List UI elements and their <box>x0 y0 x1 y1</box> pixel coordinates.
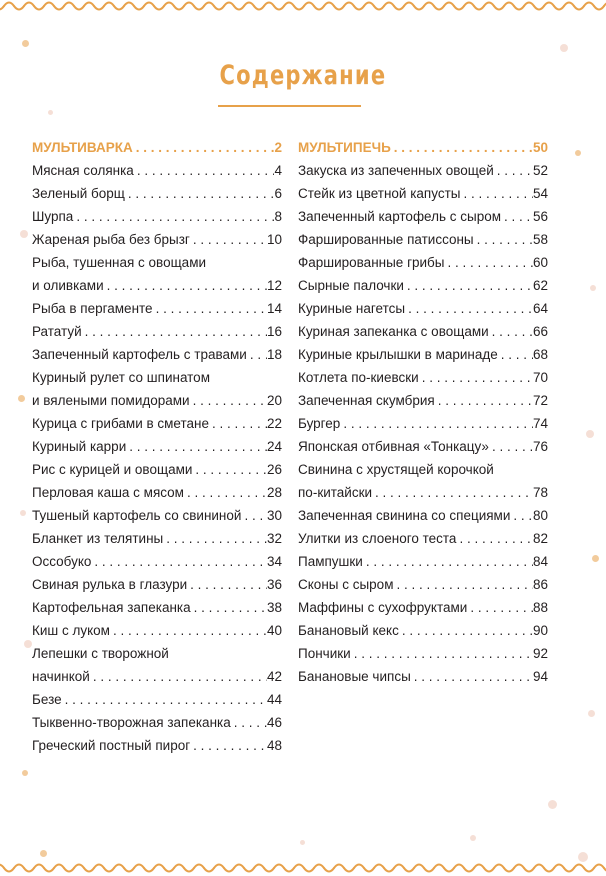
toc-entry[interactable] <box>298 435 548 458</box>
toc-entry-page: 72 <box>532 393 548 408</box>
toc-entry-title: начинкой <box>32 669 90 684</box>
section-page: 50 <box>532 140 548 155</box>
toc-entry-title: Стейк из цветной капусты <box>298 186 461 201</box>
toc-entry-page: 6 <box>274 186 282 201</box>
dot-leader <box>393 573 532 596</box>
toc-entry[interactable] <box>32 366 282 412</box>
toc-entry-page: 24 <box>266 439 282 454</box>
toc-section-multioven[interactable] <box>298 136 548 159</box>
confetti-dot <box>22 770 28 776</box>
toc-entry[interactable] <box>298 297 548 320</box>
page-header <box>0 60 606 95</box>
toc-entry[interactable] <box>298 251 548 274</box>
dot-leader <box>82 320 267 343</box>
dot-leader <box>467 596 533 619</box>
toc-entry-title: Бургер <box>298 416 341 431</box>
toc-entry-title: Закуска из запеченных овощей <box>298 163 494 178</box>
confetti-dot <box>586 430 594 438</box>
confetti-dot <box>20 230 28 238</box>
toc-entry-title: Жареная рыба без брызг <box>32 232 190 247</box>
toc-entry-page: 52 <box>532 163 548 178</box>
toc-entry[interactable] <box>32 527 282 550</box>
toc-entry-page: 34 <box>266 554 282 569</box>
section-page: 2 <box>274 140 282 155</box>
toc-entry-title: Запеченный картофель с сыром <box>298 209 502 224</box>
toc-entry[interactable] <box>298 504 548 527</box>
toc-entry-title: Греческий постный пирог <box>32 738 191 753</box>
toc-entry[interactable] <box>32 734 282 757</box>
confetti-dot <box>40 850 47 857</box>
toc-entry-title: Куриные крылышки в маринаде <box>298 347 498 362</box>
toc-entry-title: Рататуй <box>32 324 82 339</box>
leaf-garland-bottom <box>0 858 606 876</box>
confetti-dot <box>548 800 557 809</box>
toc-entry-title: Улитки из слоеного теста <box>298 531 457 546</box>
section-title: МУЛЬТИВАРКА <box>32 140 133 155</box>
toc-entry-title: Картофельная запеканка <box>32 600 191 615</box>
toc-entry-page: 20 <box>266 393 282 408</box>
toc-entry[interactable] <box>32 619 282 642</box>
toc-entry-page: 80 <box>532 508 548 523</box>
dot-leader <box>110 619 267 642</box>
toc-entry-title: Куриная запеканка с овощами <box>298 324 489 339</box>
toc-entry[interactable] <box>32 642 282 688</box>
toc-entry-page: 36 <box>266 577 282 592</box>
toc-entry-page: 26 <box>266 462 282 477</box>
dot-leader <box>190 228 267 251</box>
dot-leader <box>340 412 533 435</box>
toc-entry-title: Котлета по-киевски <box>298 370 419 385</box>
top-ornament-border <box>0 0 606 18</box>
toc-entry[interactable] <box>32 251 282 297</box>
dot-leader <box>184 481 267 504</box>
toc-entry-page: 42 <box>266 669 282 684</box>
dot-leader <box>133 136 275 159</box>
toc-entry[interactable] <box>32 504 282 527</box>
dot-leader <box>73 205 274 228</box>
confetti-dot <box>24 640 32 648</box>
dot-leader <box>241 504 267 527</box>
toc-entry-title: и оливками <box>32 278 104 293</box>
toc-entry-title: Пампушки <box>298 554 363 569</box>
dot-leader <box>134 159 275 182</box>
toc-entry-page: 40 <box>266 623 282 638</box>
toc-entry-page: 48 <box>266 738 282 753</box>
confetti-dot <box>20 510 26 516</box>
toc-entry-title: Куриные нагетсы <box>298 301 406 316</box>
toc-entry-title: Оссобуко <box>32 554 92 569</box>
dot-leader <box>435 389 533 412</box>
toc-entry[interactable] <box>298 182 548 205</box>
dot-leader <box>192 458 267 481</box>
toc-entry-page: 84 <box>532 554 548 569</box>
toc-entry-page: 62 <box>532 278 548 293</box>
dot-leader <box>187 573 267 596</box>
toc-entry-page: 30 <box>266 508 282 523</box>
toc-entry-page: 86 <box>532 577 548 592</box>
dot-leader <box>209 412 267 435</box>
dot-leader <box>104 274 267 297</box>
dot-leader <box>399 619 533 642</box>
toc-entry-page: 74 <box>532 416 548 431</box>
toc-entry[interactable] <box>32 205 282 228</box>
toc-entry-page: 44 <box>266 692 282 707</box>
toc-entry[interactable] <box>298 642 548 665</box>
toc-entry-title-line: Рыба, тушенная с овощами <box>32 255 207 270</box>
toc-entry[interactable] <box>32 297 282 320</box>
title-underline <box>218 105 361 107</box>
toc-entry[interactable] <box>298 320 548 343</box>
toc-entry-title: Рыба в пергаменте <box>32 301 153 316</box>
toc-entry-page: 54 <box>532 186 548 201</box>
toc-entry-title: Курица с грибами в сметане <box>32 416 209 431</box>
toc-entry-title: Свиная рулька в глазури <box>32 577 188 592</box>
toc-entry-page: 32 <box>266 531 282 546</box>
toc-entry-title: Шурпа <box>32 209 74 224</box>
dot-leader <box>456 527 533 550</box>
dot-leader <box>489 435 533 458</box>
toc-entry-page: 60 <box>532 255 548 270</box>
toc-entry[interactable] <box>298 366 548 389</box>
toc-entry-title-line: Свинина с хрустящей корочкой <box>298 462 494 477</box>
toc-entry-title: Зеленый борщ <box>32 186 125 201</box>
dot-leader <box>372 481 533 504</box>
toc-entry-page: 78 <box>532 485 548 500</box>
toc-entry-page: 12 <box>266 278 282 293</box>
toc-entry-title: Запеченная свинина со специями <box>298 508 511 523</box>
toc-entry-title: и вялеными помидорами <box>32 393 190 408</box>
toc-entry-page: 16 <box>266 324 282 339</box>
toc-entry-title-line: Лепешки с творожной <box>32 646 169 661</box>
toc-entry-title: Мясная солянка <box>32 163 134 178</box>
dot-leader <box>153 297 267 320</box>
toc-entry-page: 64 <box>532 301 548 316</box>
dot-leader <box>498 343 533 366</box>
dot-leader <box>444 251 532 274</box>
toc-section-multicooker[interactable] <box>32 136 282 159</box>
toc-entry-page: 90 <box>532 623 548 638</box>
page-title: Содержание <box>219 60 387 91</box>
toc-entry[interactable] <box>298 458 548 504</box>
toc-list-right <box>298 159 548 688</box>
toc-entry[interactable] <box>32 343 282 366</box>
toc-entry[interactable] <box>298 389 548 412</box>
toc-entry-title: по-китайски <box>298 485 373 500</box>
toc-entry-page: 76 <box>532 439 548 454</box>
toc-entry[interactable] <box>32 596 282 619</box>
toc-entry[interactable] <box>298 205 548 228</box>
dot-leader <box>474 228 533 251</box>
toc-entry-title: Банановые чипсы <box>298 669 411 684</box>
confetti-dot <box>48 110 53 115</box>
toc-entry-page: 14 <box>266 301 282 316</box>
dot-leader <box>404 274 533 297</box>
confetti-dot <box>560 44 568 52</box>
toc-entry-title: Бланкет из телятины <box>32 531 164 546</box>
toc-entry-page: 10 <box>266 232 282 247</box>
toc-entry[interactable] <box>32 412 282 435</box>
toc-entry-title: Запеченный картофель с травами <box>32 347 247 362</box>
toc-entry[interactable] <box>32 159 282 182</box>
toc-entry-title: Банановый кекс <box>298 623 399 638</box>
dot-leader <box>419 366 533 389</box>
toc-entry-title: Фаршированные патиссоны <box>298 232 474 247</box>
toc-entry-page: 28 <box>266 485 282 500</box>
toc-entry-title: Безе <box>32 692 62 707</box>
toc-entry[interactable] <box>298 665 548 688</box>
confetti-dot <box>575 150 581 156</box>
toc-entry-title: Куриный карри <box>32 439 127 454</box>
dot-leader <box>190 734 267 757</box>
toc-entry[interactable] <box>298 550 548 573</box>
toc-entry-title: Тыквенно-творожная запеканка <box>32 715 231 730</box>
dot-leader <box>91 550 267 573</box>
toc-entry[interactable] <box>298 596 548 619</box>
toc-column-left <box>32 136 282 757</box>
toc-entry-title: Маффины с сухофруктами <box>298 600 468 615</box>
dot-leader <box>163 527 267 550</box>
dot-leader <box>231 711 267 734</box>
dot-leader <box>126 435 267 458</box>
toc-entry[interactable] <box>298 159 548 182</box>
toc-entry-title: Тушеный картофель со свининой <box>32 508 242 523</box>
toc-entry-title: Перловая каша с мясом <box>32 485 184 500</box>
toc-column-right <box>298 136 548 688</box>
toc-entry-title: Пончики <box>298 646 351 661</box>
toc-entry[interactable] <box>298 619 548 642</box>
dot-leader <box>489 320 533 343</box>
toc-entry-title: Рис с курицей и овощами <box>32 462 193 477</box>
toc-entry[interactable] <box>298 527 548 550</box>
toc-entry-page: 92 <box>532 646 548 661</box>
confetti-dot <box>590 285 596 291</box>
dot-leader <box>351 642 533 665</box>
toc-entry-page: 70 <box>532 370 548 385</box>
toc-entry-page: 46 <box>266 715 282 730</box>
dot-leader <box>125 182 275 205</box>
toc-list-left <box>32 159 282 757</box>
dot-leader <box>247 343 267 366</box>
toc-entry[interactable] <box>32 711 282 734</box>
toc-entry[interactable] <box>32 182 282 205</box>
dot-leader <box>391 136 533 159</box>
toc-entry[interactable] <box>32 320 282 343</box>
toc-entry[interactable] <box>32 458 282 481</box>
toc-entry-title: Сконы с сыром <box>298 577 394 592</box>
toc-entry-page: 4 <box>274 163 282 178</box>
toc-entry[interactable] <box>32 573 282 596</box>
toc-entry-page: 18 <box>266 347 282 362</box>
toc-entry-page: 22 <box>266 416 282 431</box>
dot-leader <box>191 596 267 619</box>
toc-entry-title: Запеченная скумбрия <box>298 393 435 408</box>
bottom-ornament-border <box>0 858 606 876</box>
confetti-dot <box>588 710 595 717</box>
toc-entry-page: 66 <box>532 324 548 339</box>
section-title: МУЛЬТИПЕЧЬ <box>298 140 391 155</box>
dot-leader <box>510 504 533 527</box>
toc-entry[interactable] <box>32 550 282 573</box>
dot-leader <box>405 297 533 320</box>
toc-entry-page: 82 <box>532 531 548 546</box>
toc-entry-page: 94 <box>532 669 548 684</box>
confetti-dot <box>18 395 25 402</box>
dot-leader <box>460 182 532 205</box>
toc-entry[interactable] <box>32 228 282 251</box>
toc-entry-title: Фаршированные грибы <box>298 255 445 270</box>
toc-entry-title: Киш с луком <box>32 623 110 638</box>
toc-entry-title: Японская отбивная «Тонкацу» <box>298 439 489 454</box>
dot-leader <box>494 159 533 182</box>
toc-entry[interactable] <box>298 228 548 251</box>
leaf-garland-top <box>0 0 606 18</box>
dot-leader <box>363 550 533 573</box>
confetti-dot <box>470 835 476 841</box>
toc-entry-title-line: Куриный рулет со шпинатом <box>32 370 210 385</box>
confetti-dot <box>592 555 599 562</box>
dot-leader <box>90 665 267 688</box>
toc-entry[interactable] <box>298 343 548 366</box>
dot-leader <box>411 665 533 688</box>
toc-entry-title: Сырные палочки <box>298 278 404 293</box>
toc-entry[interactable] <box>32 688 282 711</box>
toc-entry-page: 38 <box>266 600 282 615</box>
toc-entry[interactable] <box>298 412 548 435</box>
toc-entry[interactable] <box>32 435 282 458</box>
toc-entry-page: 58 <box>532 232 548 247</box>
toc-entry-page: 68 <box>532 347 548 362</box>
dot-leader <box>501 205 533 228</box>
confetti-dot <box>300 840 305 845</box>
dot-leader <box>190 389 267 412</box>
toc-entry[interactable] <box>298 274 548 297</box>
dot-leader <box>62 688 267 711</box>
toc-entry-page: 8 <box>274 209 282 224</box>
toc-entry[interactable] <box>32 481 282 504</box>
toc-entry-page: 56 <box>532 209 548 224</box>
toc-entry-page: 88 <box>532 600 548 615</box>
confetti-dot <box>22 40 29 47</box>
toc-entry[interactable] <box>298 573 548 596</box>
